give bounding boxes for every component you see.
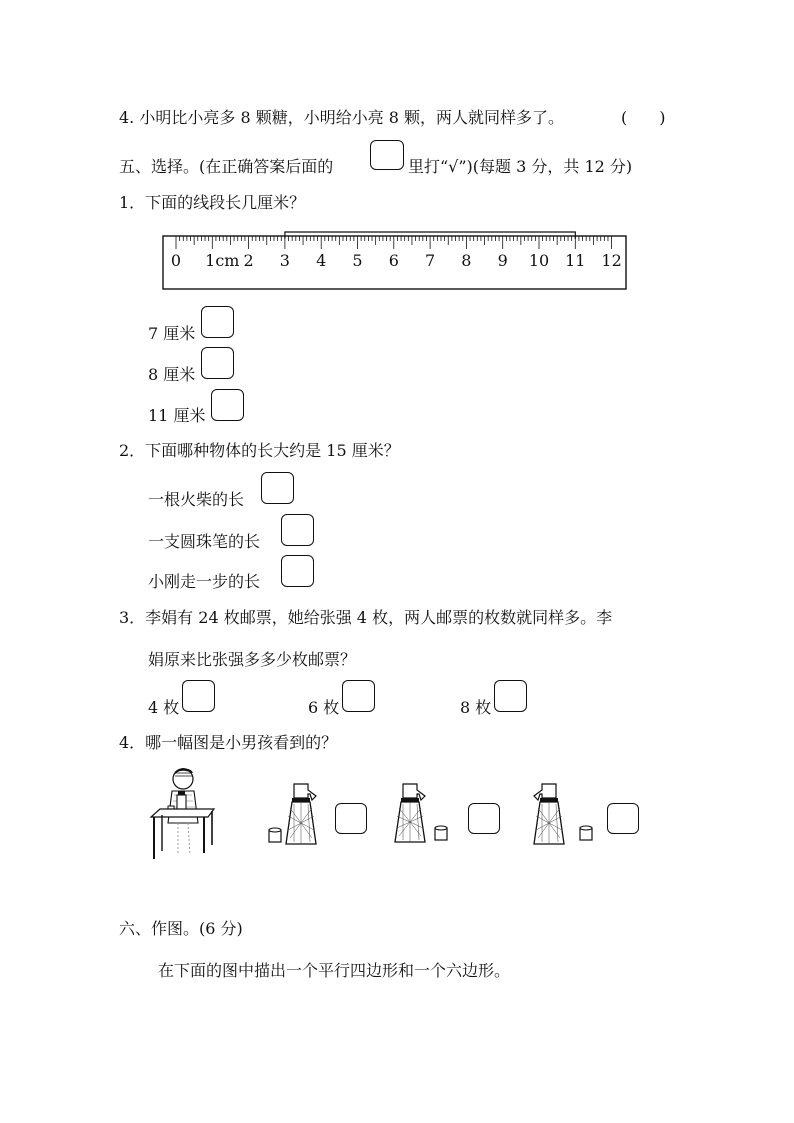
q3-option-6: 6 枚 <box>308 698 340 717</box>
q2-prompt: 2．下面哪种物体的长大约是 15 厘米？ <box>119 441 400 460</box>
q2-option-pen: 一支圆珠笔的长 <box>148 532 261 551</box>
q2-answer-box-2[interactable] <box>281 514 314 546</box>
q1-option-11cm: 11 厘米 <box>148 406 206 425</box>
ruler-label: 10 <box>528 251 550 270</box>
q1-prompt: 1．下面的线段长几厘米？ <box>119 193 306 212</box>
boy-at-table-illustration <box>148 765 218 865</box>
q2-answer-box-3[interactable] <box>281 555 314 587</box>
ruler-label: 11 <box>565 251 586 270</box>
ruler-label: 4 <box>316 251 327 270</box>
section-5-title-rest: 里打“√”)(每题 3 分，共 12 分) <box>408 157 633 176</box>
thermos-option-1 <box>264 782 324 848</box>
ruler-label: 12 <box>601 251 622 270</box>
q4-answer-box-3[interactable] <box>607 803 639 834</box>
q4-answer-box-1[interactable] <box>335 803 367 834</box>
ruler-label: 8 <box>461 251 472 270</box>
q3-option-8: 8 枚 <box>460 698 492 717</box>
ruler-label: 0 <box>170 251 182 270</box>
section-5-title: 五、选择。(在正确答案后面的 <box>119 157 334 176</box>
thermos-option-3 <box>530 782 602 848</box>
ruler-label: 5 <box>352 251 363 270</box>
section-6-instruction: 在下面的图中描出一个平行四边形和一个六边形。 <box>158 961 511 980</box>
ruler-label: 3 <box>279 251 290 270</box>
q3-prompt-line2: 娟原来比张强多多少枚邮票？ <box>148 650 357 669</box>
q1-answer-box-2[interactable] <box>201 347 234 379</box>
q3-answer-box-2[interactable] <box>342 680 375 712</box>
q4-answer-box-2[interactable] <box>468 803 500 834</box>
section-6-title: 六、作图。(6 分) <box>119 919 243 938</box>
ruler-label: 7 <box>425 251 436 270</box>
ruler-label: 2 <box>243 251 254 270</box>
q2-option-match: 一根火柴的长 <box>148 490 245 509</box>
q1-answer-box-3[interactable] <box>211 389 244 421</box>
q4-prompt: 4．哪一幅图是小男孩看到的？ <box>119 733 338 752</box>
ruler-label: 6 <box>388 251 399 270</box>
q2-option-step: 小刚走一步的长 <box>148 572 261 591</box>
q2-answer-box-1[interactable] <box>261 472 294 504</box>
q1-option-8cm: 8 厘米 <box>148 365 196 384</box>
q3-answer-box-3[interactable] <box>494 680 527 712</box>
ruler-label: 9 <box>497 251 508 270</box>
ruler-label: 1cm <box>205 251 240 270</box>
q3-answer-box-1[interactable] <box>182 680 215 712</box>
answer-parentheses[interactable]: ( ) <box>621 108 666 127</box>
judge-question-4: 4. 小明比小亮多 8 颗糖，小明给小亮 8 颗，两人就同样多了。 <box>119 108 565 127</box>
thermos-option-2 <box>393 782 457 848</box>
q3-prompt-line1: 3．李娟有 24 枚邮票，她给张强 4 枚，两人邮票的枚数就同样多。李 <box>119 608 613 627</box>
q1-answer-box-1[interactable] <box>201 306 234 338</box>
q3-option-4: 4 枚 <box>148 698 180 717</box>
q1-option-7cm: 7 厘米 <box>148 324 196 343</box>
